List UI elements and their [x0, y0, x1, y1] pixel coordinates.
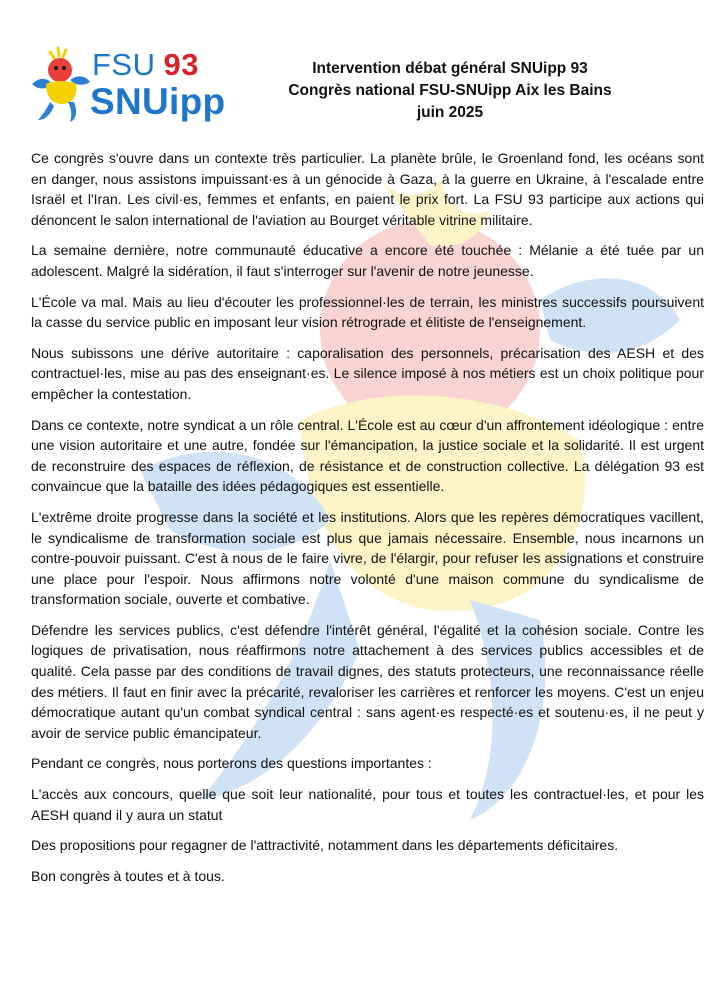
- paragraph: Défendre les services publics, c'est défendre l'intérêt général, l'égalité et la cohésion sociale. Contre les logiques de privatisation, nous réaffirmons notre attachement à des services publics accessibles et de qualité. Cela passe par des conditions de travail dignes, des statuts protecteurs, une reconnaissance réelle des métiers. Il faut en finir avec la précarité, revaloriser les carrières et renforcer les moyens. C'est un enjeu démocratique autant qu'un combat syndical central : sans agent·es respecté·es et soutenu·es, il ne peut y avoir de service public émancipateur.: [31, 621, 704, 741]
- paragraph: La semaine dernière, notre communauté éducative a encore été touchée : Mélanie a été tuée par un adolescent. Malgré la sidération, il faut s'interroger sur l'avenir de notre jeunesse.: [31, 242, 704, 279]
- paragraph: L'extrême droite progresse dans la société et les institutions. Alors que les repères démocratiques vacillent, le syndicalisme de transformation sociale est plus que jamais nécessaire. Ensemble, nous incarnons un contre-pouvoir puissant. C'est à nous de le faire vivre, de l'élargir, pour refuser les assignations et construire une place pour l'espoir. Nous affirmons notre volonté d'une maison commune du syndicalisme de transformation sociale, ouverte et combative.: [31, 508, 704, 608]
- document-title: [250, 58, 650, 124]
- fsu-snuipp-logo: [30, 44, 230, 126]
- paragraph-closing: Bon congrès à toutes et à tous.: [31, 867, 225, 884]
- logo-fsu-93: [92, 48, 199, 82]
- paragraph: Ce congrès s'ouvre dans un contexte très particulier. La planète brûle, le Groenland fond, les océans sont en danger, nous assistons impuissant·es à un génocide à Gaza, à la guerre en Ukraine, à l'escalade entre Israël et l'Iran. Les civil·es, femmes et enfants, en paient le prix fort. La FSU 93 participe aux actions qui dénoncent le salon international de l'aviation au Bourget véritable vitrine militaire.: [31, 150, 704, 228]
- title-line-2: Congrès national FSU-SNUipp Aix les Bains: [288, 82, 612, 99]
- document-body: [31, 148, 704, 896]
- paragraph: Dans ce contexte, notre syndicat a un rôle central. L'École est au cœur d'un affrontement idéologique : entre une vision autoritaire et une autre, fondée sur l'émancipation, la justice sociale et la solidarité. Il est urgent de reconstruire des espaces de réflexion, de résistance et de construction collective. La délégation 93 est convaincue que la bataille des idées pédagogiques est essentielle.: [31, 416, 704, 495]
- paragraph: Pendant ce congrès, nous porterons des questions importantes :: [31, 755, 432, 772]
- child-figure-icon: [30, 44, 94, 124]
- logo-93-text: 93: [163, 47, 199, 82]
- logo-fsu-text: FSU: [92, 47, 156, 82]
- paragraph: L'accès aux concours, quelle que soit leur nationalité, pour tous et toutes les contractuel·les, et pour les AESH quand il y aura un statut: [31, 786, 704, 823]
- paragraph: Nous subissons une dérive autoritaire : caporalisation des personnels, précarisation des AESH et des contractuel·les, mise au pas des enseignant·es. Le silence imposé à nos métiers est un choix politique pour empêcher la contestation.: [31, 344, 704, 402]
- title-line-1: Intervention débat général SNUipp 93: [312, 60, 588, 77]
- paragraph: Des propositions pour regagner de l'attractivité, notamment dans les départements déficitaires.: [31, 837, 619, 854]
- paragraph: L'École va mal. Mais au lieu d'écouter les professionnel·les de terrain, les ministres successifs poursuivent la casse du service public en imposant leur vision rétrograde et élitiste de l'enseignement.: [31, 293, 704, 331]
- logo-snuipp-text: SNUipp: [90, 81, 226, 122]
- title-date: juin 2025: [416, 104, 484, 121]
